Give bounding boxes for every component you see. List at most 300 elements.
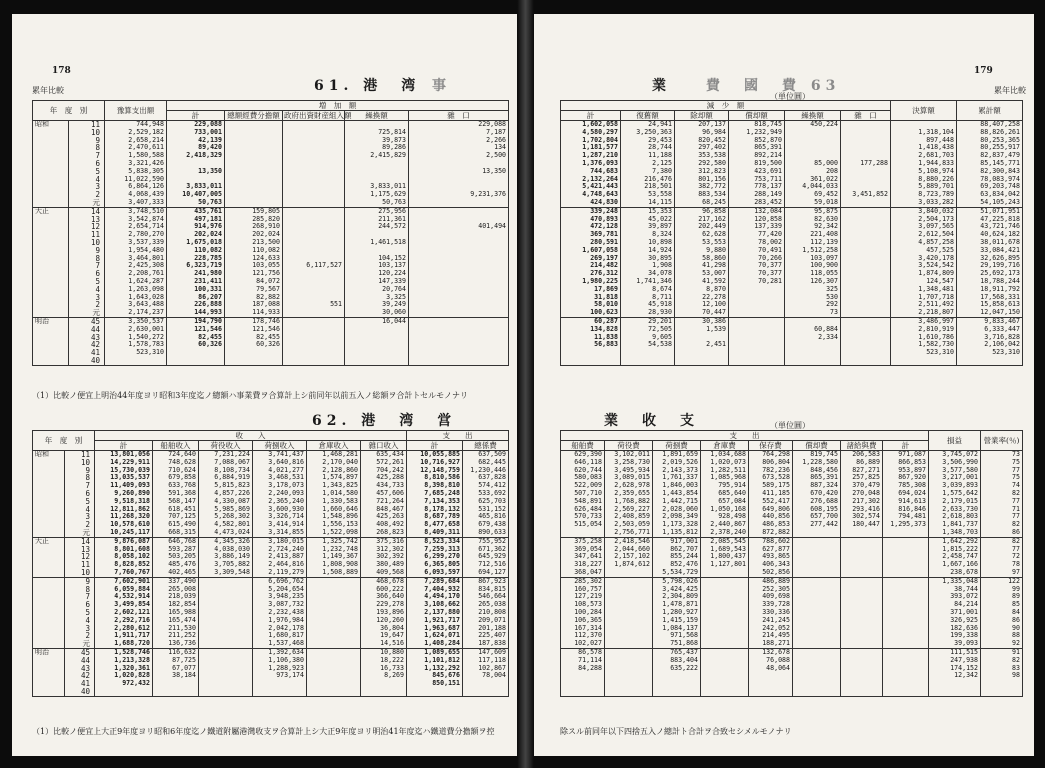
value-cell: 1,232,748 xyxy=(307,546,361,554)
era-cell xyxy=(33,247,69,255)
table-row xyxy=(33,176,509,184)
value-cell xyxy=(283,207,345,215)
value-cell: 3,524,542 xyxy=(891,262,957,270)
value-cell xyxy=(283,176,345,184)
value-cell: 4,068,439 xyxy=(105,191,167,199)
value-cell: 1,537,468 xyxy=(253,640,307,648)
year-cell: 10 xyxy=(65,569,95,577)
value-cell xyxy=(199,609,253,617)
value-cell: 3,407,333 xyxy=(105,199,167,207)
value-cell: 637,828 xyxy=(463,474,509,482)
value-cell: 208 xyxy=(785,168,841,176)
value-cell xyxy=(283,216,345,224)
value-cell: 1,512,258 xyxy=(785,247,841,255)
value-cell: 174,152 xyxy=(929,665,981,673)
value-cell: 755,952 xyxy=(463,537,509,545)
value-cell xyxy=(225,168,283,176)
year-cell: 41 xyxy=(69,349,105,357)
value-cell: 3,486,997 xyxy=(891,317,957,325)
value-cell: 39,093 xyxy=(929,640,981,648)
value-cell: 111,515 xyxy=(929,648,981,656)
value-cell: 269,197 xyxy=(561,255,621,263)
era-cell xyxy=(33,137,69,145)
value-cell: 3,577,580 xyxy=(929,467,981,475)
value-cell xyxy=(307,577,361,585)
value-cell: 570,733 xyxy=(561,513,605,521)
value-cell: 637,509 xyxy=(463,451,509,459)
value-cell: 67,077 xyxy=(153,665,199,673)
value-cell xyxy=(841,680,883,688)
value-cell xyxy=(225,357,283,365)
value-cell: 4,494,170 xyxy=(407,593,463,601)
value-cell: 1,376,093 xyxy=(561,160,621,168)
year-cell: 10 xyxy=(65,459,95,467)
value-cell: 13,035,537 xyxy=(95,474,153,482)
value-cell: 1,528,746 xyxy=(95,648,153,656)
value-cell: 2,408,859 xyxy=(605,513,653,521)
value-cell: 753,711 xyxy=(729,176,785,184)
value-cell xyxy=(729,334,785,342)
value-cell xyxy=(841,309,891,317)
col-shishutsu-group: 支 出 xyxy=(561,431,929,441)
book-spine xyxy=(517,0,534,768)
table-number: 61. xyxy=(314,78,354,94)
value-cell: 852,870 xyxy=(729,137,785,145)
value-cell: 1,228,580 xyxy=(793,459,841,467)
value-cell: 41,298 xyxy=(675,262,729,270)
value-cell: 60,326 xyxy=(167,341,225,349)
value-cell: 91 xyxy=(981,648,1023,656)
value-cell: 14,229,911 xyxy=(95,459,153,467)
value-cell: 12,148,759 xyxy=(407,467,463,475)
value-cell: 28,744 xyxy=(621,144,675,152)
table-row xyxy=(33,680,509,688)
value-cell: 77 xyxy=(981,546,1023,554)
value-cell xyxy=(929,680,981,688)
value-cell xyxy=(409,262,509,270)
value-cell: 29,201 xyxy=(621,317,675,325)
value-cell: 855,244 xyxy=(653,553,701,561)
value-cell: 11,409,093 xyxy=(95,482,153,490)
value-cell: 1,944,833 xyxy=(891,160,957,168)
value-cell: 486,889 xyxy=(749,577,793,585)
value-cell: 6,323,719 xyxy=(167,262,225,270)
value-cell: 122 xyxy=(981,577,1023,585)
value-cell: 14,115 xyxy=(621,199,675,207)
year-cell: 43 xyxy=(65,665,95,673)
value-cell xyxy=(605,577,653,585)
value-cell: 670,420 xyxy=(793,490,841,498)
value-cell xyxy=(345,341,409,349)
value-cell xyxy=(883,609,929,617)
value-cell: 39,897 xyxy=(621,223,675,231)
value-cell: 63,834,042 xyxy=(957,191,1023,199)
value-cell xyxy=(307,688,361,696)
value-cell: 100,284 xyxy=(561,609,605,617)
value-cell: 408,492 xyxy=(361,521,407,529)
value-cell: 3,039,893 xyxy=(929,482,981,490)
value-cell: 118,055 xyxy=(785,270,841,278)
value-cell: 12,811,862 xyxy=(95,506,153,514)
value-cell: 17,568,331 xyxy=(957,294,1023,302)
year-cell: 14 xyxy=(69,207,105,215)
value-cell: 2,119,279 xyxy=(253,569,307,577)
value-cell: 2,132,264 xyxy=(561,176,621,184)
value-cell: 883,404 xyxy=(653,657,701,665)
value-cell: 275,956 xyxy=(345,207,409,215)
value-cell: 2,658,214 xyxy=(105,137,167,145)
value-cell xyxy=(883,672,929,680)
value-cell: 3,464,801 xyxy=(105,255,167,263)
value-cell xyxy=(841,270,891,278)
value-cell: 2,028,060 xyxy=(653,506,701,514)
value-cell: 5,889,701 xyxy=(891,183,957,191)
value-cell: 82,455 xyxy=(167,334,225,342)
value-cell: 1,808,908 xyxy=(307,561,361,569)
value-cell: 71,114 xyxy=(561,657,605,665)
value-cell: 1,642,292 xyxy=(929,537,981,545)
value-cell: 2,618,803 xyxy=(929,513,981,521)
value-cell: 1,020,828 xyxy=(95,672,153,680)
value-cell: 80,255,917 xyxy=(957,144,1023,152)
value-cell: 3,716,828 xyxy=(957,334,1023,342)
value-cell: 40,624,182 xyxy=(957,231,1023,239)
value-cell: 872,882 xyxy=(749,529,793,537)
value-cell: 361,022 xyxy=(785,176,841,184)
value-cell: 15,730,039 xyxy=(95,467,153,475)
value-cell: 503,205 xyxy=(153,553,199,561)
value-cell: 88,826,261 xyxy=(957,129,1023,137)
value-cell: 29,199,716 xyxy=(957,262,1023,270)
col-ruikei: 累計額 xyxy=(957,101,1023,121)
value-cell xyxy=(729,317,785,325)
value-cell xyxy=(409,286,509,294)
value-cell: 707,125 xyxy=(153,513,199,521)
value-cell: 1,408,284 xyxy=(407,640,463,648)
value-cell xyxy=(199,625,253,633)
value-cell: 87,725 xyxy=(153,657,199,665)
value-cell: 375,258 xyxy=(561,537,605,545)
year-cell: 2 xyxy=(69,301,105,309)
value-cell: 244,572 xyxy=(345,223,409,231)
value-cell: 1,976,984 xyxy=(253,617,307,625)
value-cell: 7,760,767 xyxy=(95,569,153,577)
value-cell: 1,707,718 xyxy=(891,294,957,302)
value-cell xyxy=(409,231,509,239)
era-cell xyxy=(33,144,69,152)
value-cell xyxy=(841,129,891,137)
value-cell: 1,101,812 xyxy=(407,657,463,665)
value-cell xyxy=(785,129,841,137)
value-cell: 3,506,990 xyxy=(929,459,981,467)
value-cell xyxy=(749,688,793,696)
value-cell: 210,808 xyxy=(463,609,509,617)
value-cell xyxy=(605,617,653,625)
year-cell: 42 xyxy=(69,341,105,349)
value-cell: 207,137 xyxy=(675,121,729,129)
value-cell: 72 xyxy=(981,553,1023,561)
value-cell: 6,093,597 xyxy=(407,569,463,577)
year-cell: 6 xyxy=(69,160,105,168)
value-cell: 7,088,067 xyxy=(199,459,253,467)
value-cell: 102,867 xyxy=(463,665,509,673)
value-cell: 1,084,137 xyxy=(653,625,701,633)
value-cell: 1,580,588 xyxy=(105,152,167,160)
value-cell: 971,087 xyxy=(883,451,929,459)
value-cell: 97 xyxy=(981,569,1023,577)
value-cell: 2,425,308 xyxy=(105,262,167,270)
value-cell: 347,641 xyxy=(561,553,605,561)
col-niyaku: 荷役收入 xyxy=(199,441,253,451)
value-cell xyxy=(253,680,307,688)
value-cell: 721,264 xyxy=(361,498,407,506)
value-cell: 70,377 xyxy=(729,262,785,270)
value-cell: 288,149 xyxy=(729,191,785,199)
value-cell xyxy=(653,680,701,688)
value-cell: 468,678 xyxy=(361,577,407,585)
value-cell xyxy=(841,561,883,569)
value-cell xyxy=(283,144,345,152)
value-cell: 18,222 xyxy=(361,657,407,665)
year-cell: 元 xyxy=(65,640,95,648)
value-cell xyxy=(307,617,361,625)
value-cell: 393,072 xyxy=(929,593,981,601)
value-cell: 110,082 xyxy=(167,247,225,255)
era-cell xyxy=(33,286,69,294)
value-cell xyxy=(283,231,345,239)
value-cell: 608,195 xyxy=(793,506,841,514)
value-cell: 486,853 xyxy=(749,521,793,529)
value-cell: 8,108,734 xyxy=(199,467,253,475)
era-cell xyxy=(33,513,65,521)
value-cell xyxy=(729,326,785,334)
value-cell: 13,350 xyxy=(167,168,225,176)
era-cell xyxy=(33,553,65,561)
era-cell xyxy=(33,176,69,184)
value-cell: 8,810,586 xyxy=(407,474,463,482)
value-cell: 2,630,001 xyxy=(105,326,167,334)
value-cell: 4,580,297 xyxy=(561,129,621,137)
year-cell: 4 xyxy=(65,617,95,625)
value-cell: 82,837,479 xyxy=(957,152,1023,160)
value-cell xyxy=(883,577,929,585)
year-cell: 40 xyxy=(65,688,95,696)
value-cell: 649,806 xyxy=(749,506,793,514)
value-cell xyxy=(883,529,929,537)
value-cell xyxy=(283,183,345,191)
value-cell xyxy=(883,640,929,648)
value-cell: 765,437 xyxy=(653,648,701,656)
value-cell: 70,447 xyxy=(675,309,729,317)
value-cell: 2,780,270 xyxy=(105,231,167,239)
col-fukkyu: 復舊額 xyxy=(621,111,675,121)
value-cell xyxy=(225,152,283,160)
value-cell: 98 xyxy=(981,672,1023,680)
value-cell: 5,421,443 xyxy=(561,183,621,191)
value-cell: 30,895 xyxy=(621,255,675,263)
value-cell: 8,398,810 xyxy=(407,482,463,490)
value-cell: 318,227 xyxy=(561,561,605,569)
value-cell: 1,175,629 xyxy=(345,191,409,199)
value-cell: 6,696,762 xyxy=(253,577,307,585)
value-cell xyxy=(841,144,891,152)
value-cell: 1,540,272 xyxy=(105,334,167,342)
era-cell: 昭和 xyxy=(33,121,69,129)
value-cell: 276,312 xyxy=(561,270,621,278)
value-cell xyxy=(605,680,653,688)
year-cell: 6 xyxy=(65,490,95,498)
value-cell xyxy=(793,640,841,648)
value-cell: 1,335,048 xyxy=(929,577,981,585)
value-cell: 268,823 xyxy=(361,529,407,537)
col-nisabaki: 荷捌費 xyxy=(653,441,701,451)
value-cell xyxy=(785,144,841,152)
value-cell: 8,324 xyxy=(621,231,675,239)
value-cell: 1,232,949 xyxy=(729,129,785,137)
value-cell: 1,556,153 xyxy=(307,521,361,529)
value-cell: 19,647 xyxy=(361,632,407,640)
col-shishutsu-group: 支 出 xyxy=(407,431,509,441)
value-cell: 24,941 xyxy=(621,121,675,129)
value-cell: 848,467 xyxy=(361,506,407,514)
value-cell xyxy=(841,247,891,255)
value-cell: 18,788,244 xyxy=(957,278,1023,286)
year-cell: 44 xyxy=(69,326,105,334)
era-cell xyxy=(33,270,69,278)
era-cell xyxy=(33,586,65,594)
col-yosan: 豫算支出額 xyxy=(105,101,167,121)
value-cell: 1,320,361 xyxy=(95,665,153,673)
value-cell: 211,530 xyxy=(153,625,199,633)
value-cell: 85,145,771 xyxy=(957,160,1023,168)
col-kessan: 決算額 xyxy=(891,101,957,121)
era-cell xyxy=(33,160,69,168)
value-cell xyxy=(785,137,841,145)
era-cell xyxy=(33,262,69,270)
value-cell xyxy=(463,688,509,696)
value-cell xyxy=(283,334,345,342)
value-cell xyxy=(345,349,409,357)
value-cell: 53,553 xyxy=(675,239,729,247)
value-cell: 178,746 xyxy=(225,317,283,325)
value-cell xyxy=(409,270,509,278)
value-cell xyxy=(283,286,345,294)
value-cell xyxy=(283,326,345,334)
value-cell xyxy=(561,357,621,365)
value-cell: 104,152 xyxy=(345,255,409,263)
value-cell: 645,929 xyxy=(463,553,509,561)
value-cell: 82 xyxy=(981,537,1023,545)
value-cell xyxy=(409,309,509,317)
year-cell: 5 xyxy=(65,498,95,506)
col-sogaku: 總額經費分擔額 xyxy=(225,111,283,121)
value-cell: 450,224 xyxy=(785,121,841,129)
value-cell xyxy=(605,601,653,609)
value-cell: 3,886,149 xyxy=(199,553,253,561)
value-cell: 568,147 xyxy=(153,498,199,506)
era-cell xyxy=(33,632,65,640)
value-cell: 312,302 xyxy=(361,546,407,554)
value-cell: 1,014,580 xyxy=(307,490,361,498)
value-cell xyxy=(345,334,409,342)
value-cell: 1,539 xyxy=(675,326,729,334)
value-cell: 177,288 xyxy=(841,160,891,168)
value-cell: 834,815 xyxy=(463,586,509,594)
value-cell: 12,342 xyxy=(929,672,981,680)
value-cell: 2,451 xyxy=(675,341,729,349)
value-cell: 353,538 xyxy=(675,152,729,160)
table-row xyxy=(33,349,509,357)
table-row xyxy=(33,144,509,152)
value-cell: 58,010 xyxy=(561,301,621,309)
value-cell: 86 xyxy=(981,617,1023,625)
value-cell: 84,072 xyxy=(225,278,283,286)
value-cell: 7,380 xyxy=(621,168,675,176)
value-cell xyxy=(793,577,841,585)
value-cell xyxy=(841,199,891,207)
value-cell xyxy=(199,657,253,665)
year-cell: 2 xyxy=(69,191,105,199)
value-cell: 3,309,548 xyxy=(199,569,253,577)
value-cell xyxy=(199,688,253,696)
value-cell xyxy=(167,357,225,365)
value-cell: 425,263 xyxy=(361,513,407,521)
value-cell: 265,008 xyxy=(153,586,199,594)
value-cell: 228,785 xyxy=(167,255,225,263)
value-cell: 10,578,610 xyxy=(95,521,153,529)
value-cell: 69,203,748 xyxy=(957,183,1023,191)
value-cell xyxy=(409,357,509,365)
value-cell: 38,011,678 xyxy=(957,239,1023,247)
value-cell: 778,137 xyxy=(729,183,785,191)
value-cell: 41,592 xyxy=(675,278,729,286)
value-cell: 2,458,747 xyxy=(929,553,981,561)
value-cell: 887,324 xyxy=(793,482,841,490)
value-cell: 2,232,438 xyxy=(253,609,307,617)
col-soko: 倉庫費 xyxy=(701,441,749,451)
value-cell: 3,420,178 xyxy=(891,255,957,263)
value-cell: 59,018 xyxy=(785,199,841,207)
value-cell: 8,269 xyxy=(361,672,407,680)
value-cell: 96,984 xyxy=(675,129,729,137)
value-cell: 238,678 xyxy=(929,569,981,577)
value-cell: 668,315 xyxy=(153,529,199,537)
value-cell: 2,157,102 xyxy=(605,553,653,561)
value-cell xyxy=(283,168,345,176)
value-cell xyxy=(307,625,361,633)
value-cell: 214,482 xyxy=(561,262,621,270)
value-cell: 3,495,934 xyxy=(605,467,653,475)
value-cell xyxy=(841,609,883,617)
value-cell xyxy=(701,632,749,640)
value-cell xyxy=(883,561,929,569)
value-cell: 11,838 xyxy=(561,334,621,342)
value-cell: 1,287,210 xyxy=(561,152,621,160)
value-cell: 657,700 xyxy=(793,513,841,521)
value-cell: 1,921,717 xyxy=(407,617,463,625)
value-cell: 551 xyxy=(283,301,345,309)
value-cell: 1,522,098 xyxy=(307,529,361,537)
value-cell xyxy=(701,640,749,648)
value-cell: 102,027 xyxy=(561,640,605,648)
value-cell: 11,188 xyxy=(621,152,675,160)
value-cell: 217,162 xyxy=(675,216,729,224)
col-soneki: 損益 xyxy=(929,431,981,451)
value-cell: 217,302 xyxy=(841,498,883,506)
era-cell xyxy=(33,672,65,680)
value-cell: 1,643,028 xyxy=(105,294,167,302)
value-cell: 694,127 xyxy=(463,569,509,577)
